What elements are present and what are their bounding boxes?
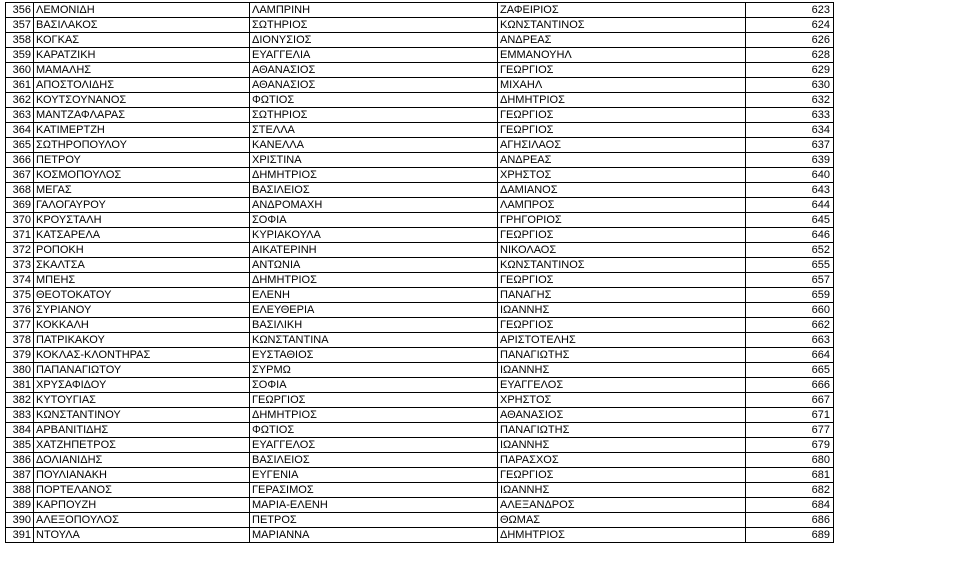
table-row (6, 183, 834, 198)
table-row (6, 438, 834, 453)
row-number: 371 (6, 228, 34, 243)
first-name-cell: ΛΑΜΠΡΙΝΗ (250, 3, 498, 18)
code-cell: 646 (746, 228, 834, 243)
row-number: 382 (6, 393, 34, 408)
first-name-cell: ΣΥΡΜΩ (250, 363, 498, 378)
code-cell: 660 (746, 303, 834, 318)
father-name-cell: ΙΩΑΝΝΗΣ (498, 483, 746, 498)
row-number: 364 (6, 123, 34, 138)
table-row (6, 513, 834, 528)
father-name-cell: ΓΕΩΡΓΙΟΣ (498, 273, 746, 288)
surname-cell: ΠΟΥΛΙΑΝΑΚΗ (34, 468, 250, 483)
row-number: 380 (6, 363, 34, 378)
code-cell: 677 (746, 423, 834, 438)
father-name-cell: ΠΑΝΑΓΙΩΤΗΣ (498, 348, 746, 363)
surname-cell: ΜΑΜΑΛΗΣ (34, 63, 250, 78)
first-name-cell: ΒΑΣΙΛΙΚΗ (250, 318, 498, 333)
row-number: 374 (6, 273, 34, 288)
father-name-cell: ΠΑΝΑΓΗΣ (498, 288, 746, 303)
row-number: 359 (6, 48, 34, 63)
code-cell: 652 (746, 243, 834, 258)
surname-cell: ΛΕΜΟΝΙΔΗ (34, 3, 250, 18)
father-name-cell: ΔΗΜΗΤΡΙΟΣ (498, 93, 746, 108)
surname-cell: ΘΕΟΤΟΚΑΤΟΥ (34, 288, 250, 303)
surname-cell: ΑΡΒΑΝΙΤΙΔΗΣ (34, 423, 250, 438)
code-cell: 634 (746, 123, 834, 138)
results-table (5, 2, 834, 543)
table-row (6, 348, 834, 363)
table-row (6, 198, 834, 213)
table-row (6, 153, 834, 168)
table-row (6, 528, 834, 543)
first-name-cell: ΕΥΑΓΓΕΛΙΑ (250, 48, 498, 63)
code-cell: 643 (746, 183, 834, 198)
first-name-cell: ΔΗΜΗΤΡΙΟΣ (250, 273, 498, 288)
table-row (6, 108, 834, 123)
table-row (6, 123, 834, 138)
father-name-cell: ΔΑΜΙΑΝΟΣ (498, 183, 746, 198)
first-name-cell: ΑΝΔΡΟΜΑΧΗ (250, 198, 498, 213)
table-row (6, 63, 834, 78)
first-name-cell: ΕΛΕΝΗ (250, 288, 498, 303)
first-name-cell: ΚΩΝΣΤΑΝΤΙΝΑ (250, 333, 498, 348)
row-number: 389 (6, 498, 34, 513)
first-name-cell: ΜΑΡΙΑΝΝΑ (250, 528, 498, 543)
table-row (6, 18, 834, 33)
row-number: 365 (6, 138, 34, 153)
row-number: 362 (6, 93, 34, 108)
code-cell: 682 (746, 483, 834, 498)
row-number: 381 (6, 378, 34, 393)
code-cell: 684 (746, 498, 834, 513)
code-cell: 686 (746, 513, 834, 528)
father-name-cell: ΑΓΗΣΙΛΑΟΣ (498, 138, 746, 153)
surname-cell: ΑΛΕΞΟΠΟΥΛΟΣ (34, 513, 250, 528)
table-row (6, 213, 834, 228)
row-number: 387 (6, 468, 34, 483)
first-name-cell: ΔΗΜΗΤΡΙΟΣ (250, 168, 498, 183)
row-number: 369 (6, 198, 34, 213)
code-cell: 680 (746, 453, 834, 468)
father-name-cell: ΑΛΕΞΑΝΔΡΟΣ (498, 498, 746, 513)
surname-cell: ΠΟΡΤΕΛΑΝΟΣ (34, 483, 250, 498)
surname-cell: ΚΟΚΚΑΛΗ (34, 318, 250, 333)
father-name-cell: ΚΩΝΣΤΑΝΤΙΝΟΣ (498, 258, 746, 273)
surname-cell: ΚΑΤΣΑΡΕΛΑ (34, 228, 250, 243)
row-number: 373 (6, 258, 34, 273)
table-row (6, 33, 834, 48)
row-number: 360 (6, 63, 34, 78)
table-row (6, 408, 834, 423)
first-name-cell: ΓΕΩΡΓΙΟΣ (250, 393, 498, 408)
table-row (6, 378, 834, 393)
first-name-cell: ΑΙΚΑΤΕΡΙΝΗ (250, 243, 498, 258)
code-cell: 626 (746, 33, 834, 48)
code-cell: 644 (746, 198, 834, 213)
table-row (6, 78, 834, 93)
father-name-cell: ΙΩΑΝΝΗΣ (498, 438, 746, 453)
surname-cell: ΚΥΤΟΥΓΙΑΣ (34, 393, 250, 408)
row-number: 390 (6, 513, 34, 528)
row-number: 361 (6, 78, 34, 93)
surname-cell: ΚΟΓΚΑΣ (34, 33, 250, 48)
row-number: 372 (6, 243, 34, 258)
surname-cell: ΣΩΤΗΡΟΠΟΥΛΟΥ (34, 138, 250, 153)
row-number: 384 (6, 423, 34, 438)
row-number: 383 (6, 408, 34, 423)
first-name-cell: ΑΘΑΝΑΣΙΟΣ (250, 63, 498, 78)
row-number: 376 (6, 303, 34, 318)
code-cell: 628 (746, 48, 834, 63)
row-number: 388 (6, 483, 34, 498)
surname-cell: ΝΤΟΥΛΑ (34, 528, 250, 543)
father-name-cell: ΙΩΑΝΝΗΣ (498, 363, 746, 378)
code-cell: 663 (746, 333, 834, 348)
father-name-cell: ΠΑΡΑΣΧΟΣ (498, 453, 746, 468)
father-name-cell: ΕΥΑΓΓΕΛΟΣ (498, 378, 746, 393)
surname-cell: ΧΑΤΖΗΠΕΤΡΟΣ (34, 438, 250, 453)
surname-cell: ΣΚΑΛΤΣΑ (34, 258, 250, 273)
row-number: 363 (6, 108, 34, 123)
code-cell: 639 (746, 153, 834, 168)
first-name-cell: ΣΤΕΛΛΑ (250, 123, 498, 138)
father-name-cell: ΓΕΩΡΓΙΟΣ (498, 318, 746, 333)
row-number: 386 (6, 453, 34, 468)
row-number: 377 (6, 318, 34, 333)
table-row (6, 303, 834, 318)
row-number: 378 (6, 333, 34, 348)
first-name-cell: ΦΩΤΙΟΣ (250, 423, 498, 438)
surname-cell: ΔΟΛΙΑΝΙΔΗΣ (34, 453, 250, 468)
code-cell: 679 (746, 438, 834, 453)
code-cell: 671 (746, 408, 834, 423)
father-name-cell: ΚΩΝΣΤΑΝΤΙΝΟΣ (498, 18, 746, 33)
code-cell: 640 (746, 168, 834, 183)
table-row (6, 393, 834, 408)
table-row (6, 138, 834, 153)
surname-cell: ΚΟΥΤΣΟΥΝΑΝΟΣ (34, 93, 250, 108)
row-number: 368 (6, 183, 34, 198)
table-row (6, 333, 834, 348)
father-name-cell: ΧΡΗΣΤΟΣ (498, 168, 746, 183)
first-name-cell: ΑΝΤΩΝΙΑ (250, 258, 498, 273)
surname-cell: ΧΡΥΣΑΦΙΔΟΥ (34, 378, 250, 393)
table-row (6, 258, 834, 273)
code-cell: 633 (746, 108, 834, 123)
code-cell: 630 (746, 78, 834, 93)
father-name-cell: ΝΙΚΟΛΑΟΣ (498, 243, 746, 258)
code-cell: 664 (746, 348, 834, 363)
code-cell: 632 (746, 93, 834, 108)
code-cell: 629 (746, 63, 834, 78)
surname-cell: ΚΟΚΛΑΣ-ΚΛΟΝΤΗΡΑΣ (34, 348, 250, 363)
surname-cell: ΚΡΟΥΣΤΑΛΗ (34, 213, 250, 228)
surname-cell: ΠΕΤΡΟΥ (34, 153, 250, 168)
first-name-cell: ΕΛΕΥΘΕΡΙΑ (250, 303, 498, 318)
surname-cell: ΚΑΡΑΤΖΙΚΗ (34, 48, 250, 63)
row-number: 375 (6, 288, 34, 303)
surname-cell: ΚΑΤΙΜΕΡΤΖΗ (34, 123, 250, 138)
first-name-cell: ΧΡΙΣΤΙΝΑ (250, 153, 498, 168)
code-cell: 689 (746, 528, 834, 543)
code-cell: 637 (746, 138, 834, 153)
code-cell: 666 (746, 378, 834, 393)
first-name-cell: ΕΥΓΕΝΙΑ (250, 468, 498, 483)
code-cell: 667 (746, 393, 834, 408)
father-name-cell: ΠΑΝΑΓΙΩΤΗΣ (498, 423, 746, 438)
first-name-cell: ΓΕΡΑΣΙΜΟΣ (250, 483, 498, 498)
first-name-cell: ΕΥΑΓΓΕΛΟΣ (250, 438, 498, 453)
row-number: 366 (6, 153, 34, 168)
code-cell: 659 (746, 288, 834, 303)
surname-cell: ΒΑΣΙΛΑΚΟΣ (34, 18, 250, 33)
table-row (6, 168, 834, 183)
surname-cell: ΠΑΤΡΙΚΑΚΟΥ (34, 333, 250, 348)
first-name-cell: ΔΙΟΝΥΣΙΟΣ (250, 33, 498, 48)
father-name-cell: ΑΘΑΝΑΣΙΟΣ (498, 408, 746, 423)
first-name-cell: ΣΟΦΙΑ (250, 213, 498, 228)
table-row (6, 288, 834, 303)
father-name-cell: ΑΝΔΡΕΑΣ (498, 33, 746, 48)
father-name-cell: ΘΩΜΑΣ (498, 513, 746, 528)
code-cell: 623 (746, 3, 834, 18)
first-name-cell: ΒΑΣΙΛΕΙΟΣ (250, 453, 498, 468)
surname-cell: ΜΑΝΤΖΑΦΛΑΡΑΣ (34, 108, 250, 123)
father-name-cell: ΓΕΩΡΓΙΟΣ (498, 108, 746, 123)
father-name-cell: ΑΝΔΡΕΑΣ (498, 153, 746, 168)
table-row (6, 498, 834, 513)
row-number: 356 (6, 3, 34, 18)
code-cell: 624 (746, 18, 834, 33)
father-name-cell: ΙΩΑΝΝΗΣ (498, 303, 746, 318)
row-number: 391 (6, 528, 34, 543)
table-row (6, 243, 834, 258)
table-row (6, 363, 834, 378)
first-name-cell: ΑΘΑΝΑΣΙΟΣ (250, 78, 498, 93)
row-number: 358 (6, 33, 34, 48)
surname-cell: ΑΠΟΣΤΟΛΙΔΗΣ (34, 78, 250, 93)
surname-cell: ΜΠΕΗΣ (34, 273, 250, 288)
surname-cell: ΣΥΡΙΑΝΟΥ (34, 303, 250, 318)
father-name-cell: ΜΙΧΑΗΛ (498, 78, 746, 93)
row-number: 379 (6, 348, 34, 363)
table-row (6, 318, 834, 333)
row-number: 367 (6, 168, 34, 183)
father-name-cell: ΓΕΩΡΓΙΟΣ (498, 468, 746, 483)
first-name-cell: ΣΟΦΙΑ (250, 378, 498, 393)
father-name-cell: ΔΗΜΗΤΡΙΟΣ (498, 528, 746, 543)
code-cell: 662 (746, 318, 834, 333)
code-cell: 645 (746, 213, 834, 228)
table-row (6, 273, 834, 288)
table-body (6, 3, 834, 543)
surname-cell: ΠΑΠΑΝΑΓΙΩΤΟΥ (34, 363, 250, 378)
code-cell: 665 (746, 363, 834, 378)
first-name-cell: ΚΥΡΙΑΚΟΥΛΑ (250, 228, 498, 243)
table-row (6, 423, 834, 438)
table-row (6, 48, 834, 63)
surname-cell: ΜΕΓΑΣ (34, 183, 250, 198)
surname-cell: ΚΩΝΣΤΑΝΤΙΝΟΥ (34, 408, 250, 423)
first-name-cell: ΦΩΤΙΟΣ (250, 93, 498, 108)
father-name-cell: ΧΡΗΣΤΟΣ (498, 393, 746, 408)
first-name-cell: ΠΕΤΡΟΣ (250, 513, 498, 528)
first-name-cell: ΔΗΜΗΤΡΙΟΣ (250, 408, 498, 423)
code-cell: 655 (746, 258, 834, 273)
surname-cell: ΡΟΠΟΚΗ (34, 243, 250, 258)
row-number: 370 (6, 213, 34, 228)
father-name-cell: ΓΡΗΓΟΡΙΟΣ (498, 213, 746, 228)
first-name-cell: ΒΑΣΙΛΕΙΟΣ (250, 183, 498, 198)
code-cell: 657 (746, 273, 834, 288)
table-row (6, 3, 834, 18)
first-name-cell: ΜΑΡΙΑ-ΕΛΕΝΗ (250, 498, 498, 513)
surname-cell: ΓΑΛΟΓΑΥΡΟΥ (34, 198, 250, 213)
father-name-cell: ΖΑΦΕΙΡΙΟΣ (498, 3, 746, 18)
father-name-cell: ΓΕΩΡΓΙΟΣ (498, 228, 746, 243)
first-name-cell: ΕΥΣΤΑΘΙΟΣ (250, 348, 498, 363)
table-row (6, 468, 834, 483)
table-row (6, 228, 834, 243)
first-name-cell: ΣΩΤΗΡΙΟΣ (250, 108, 498, 123)
surname-cell: ΚΟΣΜΟΠΟΥΛΟΣ (34, 168, 250, 183)
code-cell: 681 (746, 468, 834, 483)
father-name-cell: ΕΜΜΑΝΟΥΗΛ (498, 48, 746, 63)
row-number: 357 (6, 18, 34, 33)
father-name-cell: ΓΕΩΡΓΙΟΣ (498, 123, 746, 138)
table-row (6, 453, 834, 468)
father-name-cell: ΛΑΜΠΡΟΣ (498, 198, 746, 213)
surname-cell: ΚΑΡΠΟΥΖΗ (34, 498, 250, 513)
first-name-cell: ΣΩΤΗΡΙΟΣ (250, 18, 498, 33)
father-name-cell: ΓΕΩΡΓΙΟΣ (498, 63, 746, 78)
row-number: 385 (6, 438, 34, 453)
table-row (6, 93, 834, 108)
father-name-cell: ΑΡΙΣΤΟΤΕΛΗΣ (498, 333, 746, 348)
first-name-cell: ΚΑΝΕΛΛΑ (250, 138, 498, 153)
table-row (6, 483, 834, 498)
